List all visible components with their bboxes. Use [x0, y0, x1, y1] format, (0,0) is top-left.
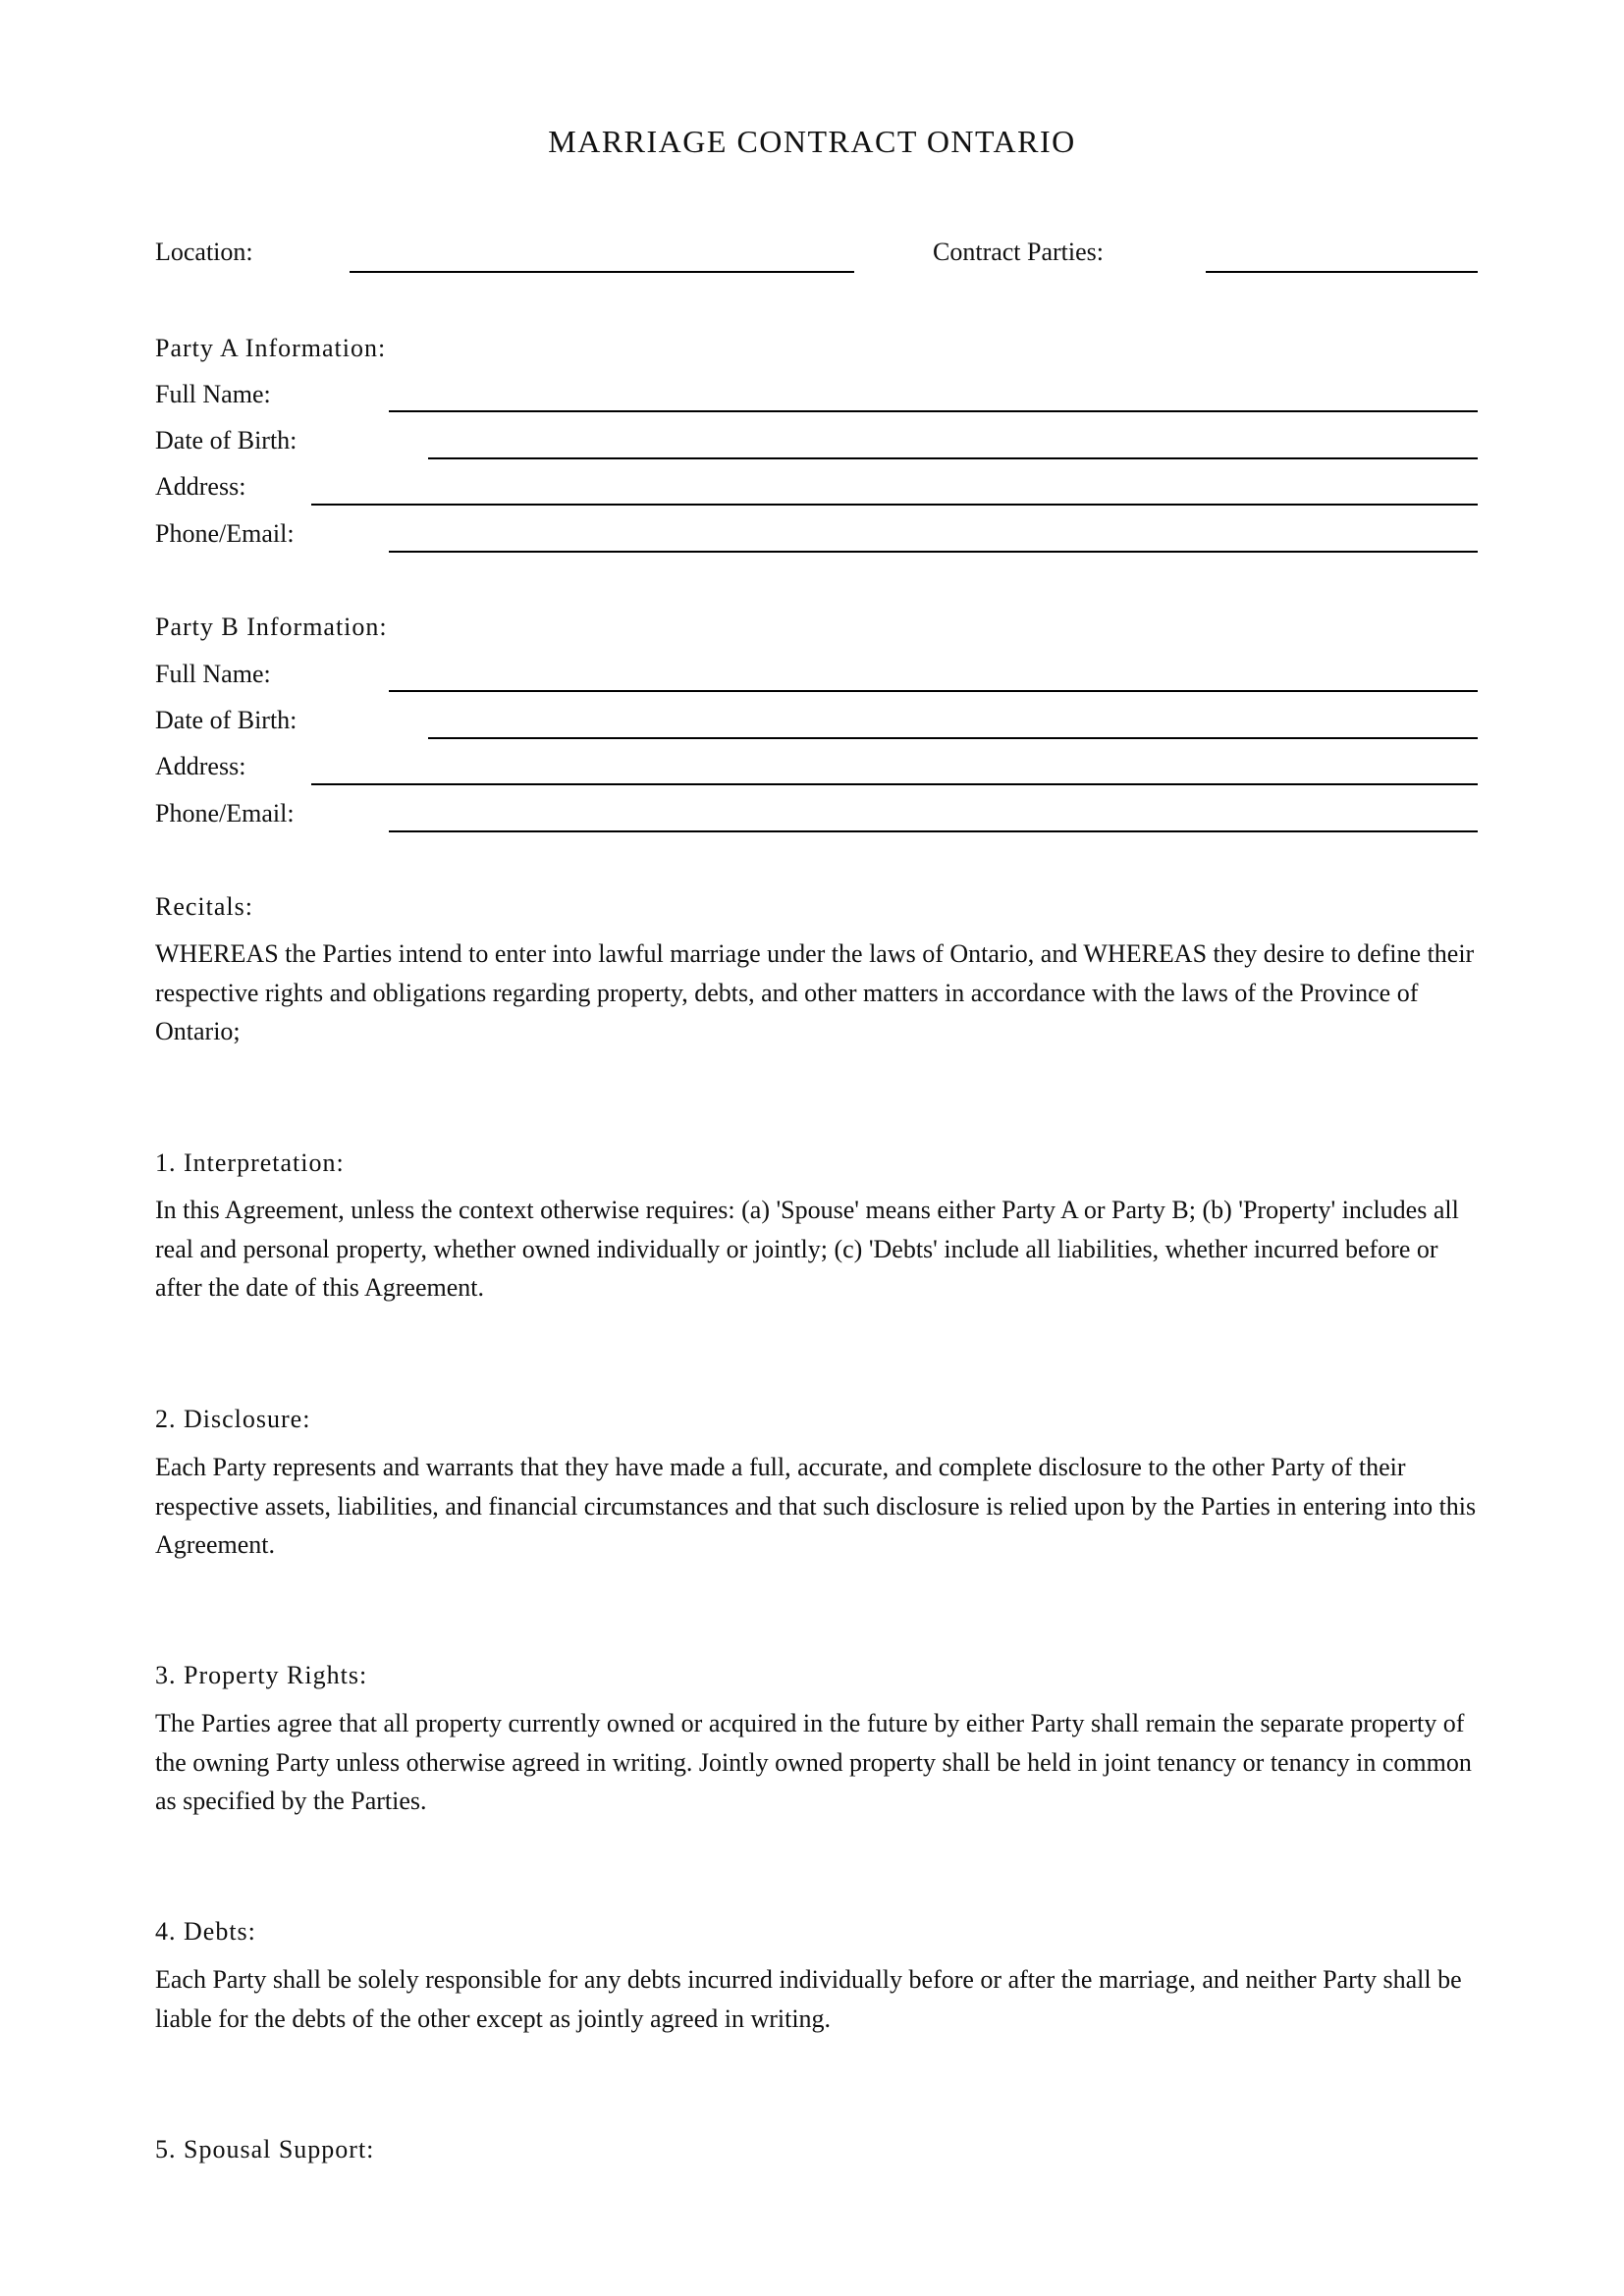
- recitals-heading: Recitals:: [155, 892, 253, 921]
- section-3-heading: 3. Property Rights:: [155, 1661, 368, 1689]
- section-5-heading: 5. Spousal Support:: [155, 2135, 375, 2163]
- party-a-address-line[interactable]: [311, 504, 1478, 506]
- section-1-heading: 1. Interpretation:: [155, 1148, 345, 1177]
- section-1-text: In this Agreement, unless the context otherwise requires: (a) 'Spouse' means either Party A or Party B; (b) 'Property' includes all real and personal property, whether owned individually or jointly; (c) 'Debts' include all liabilities, whether incurred before or after the date of this Agreement.: [155, 1196, 1459, 1302]
- recitals-text: WHEREAS the Parties intend to enter into lawful marriage under the laws of Ontario, and WHEREAS they desire to define their respective rights and obligations regarding property, debts, and other matters in accordance with the laws of the Province of Ontario;: [155, 939, 1475, 1045]
- party-b-address-label: Address:: [155, 752, 246, 780]
- party-a-dob-line[interactable]: [428, 457, 1478, 459]
- party-b-dob-label: Date of Birth:: [155, 706, 298, 734]
- document-title: MARRIAGE CONTRACT ONTARIO: [548, 124, 1076, 159]
- party-a-dob-label: Date of Birth:: [155, 426, 298, 454]
- party-b-contact-line[interactable]: [389, 830, 1478, 832]
- location-label: Location:: [155, 238, 253, 266]
- party-a-address-label: Address:: [155, 472, 246, 501]
- party-b-dob-line[interactable]: [428, 737, 1478, 739]
- party-a-heading: Party A Information:: [155, 334, 387, 362]
- location-field-line[interactable]: [350, 271, 854, 273]
- contract-parties-label: Contract Parties:: [933, 238, 1105, 266]
- party-a-full-name-label: Full Name:: [155, 380, 271, 408]
- party-b-full-name-label: Full Name:: [155, 660, 271, 688]
- section-4-text: Each Party shall be solely responsible for any debts incurred individually before or after the marriage, and neither Party shall be liable for the debts of the other except as jointly agreed in writing.: [155, 1965, 1462, 2033]
- party-b-contact-label: Phone/Email:: [155, 799, 295, 828]
- section-2-heading: 2. Disclosure:: [155, 1405, 311, 1433]
- contract-parties-field-line[interactable]: [1206, 271, 1478, 273]
- section-2-text: Each Party represents and warrants that they have made a full, accurate, and complete disclosure to the other Party of their respective assets, liabilities, and financial circumstances and that such disclosure is relied upon by the Parties in entering into this Agreement.: [155, 1453, 1477, 1559]
- party-a-full-name-line[interactable]: [389, 410, 1478, 412]
- party-a-contact-label: Phone/Email:: [155, 519, 295, 548]
- section-3-text: The Parties agree that all property currently owned or acquired in the future by either Party shall remain the separate property of the owning Party unless otherwise agreed in writing. Jointly owned property shall be held in joint tenancy or tenancy in common as specified by the Parties.: [155, 1709, 1472, 1815]
- party-a-contact-line[interactable]: [389, 551, 1478, 553]
- party-b-full-name-line[interactable]: [389, 690, 1478, 692]
- section-4-heading: 4. Debts:: [155, 1917, 256, 1946]
- party-b-heading: Party B Information:: [155, 613, 388, 641]
- party-b-address-line[interactable]: [311, 783, 1478, 785]
